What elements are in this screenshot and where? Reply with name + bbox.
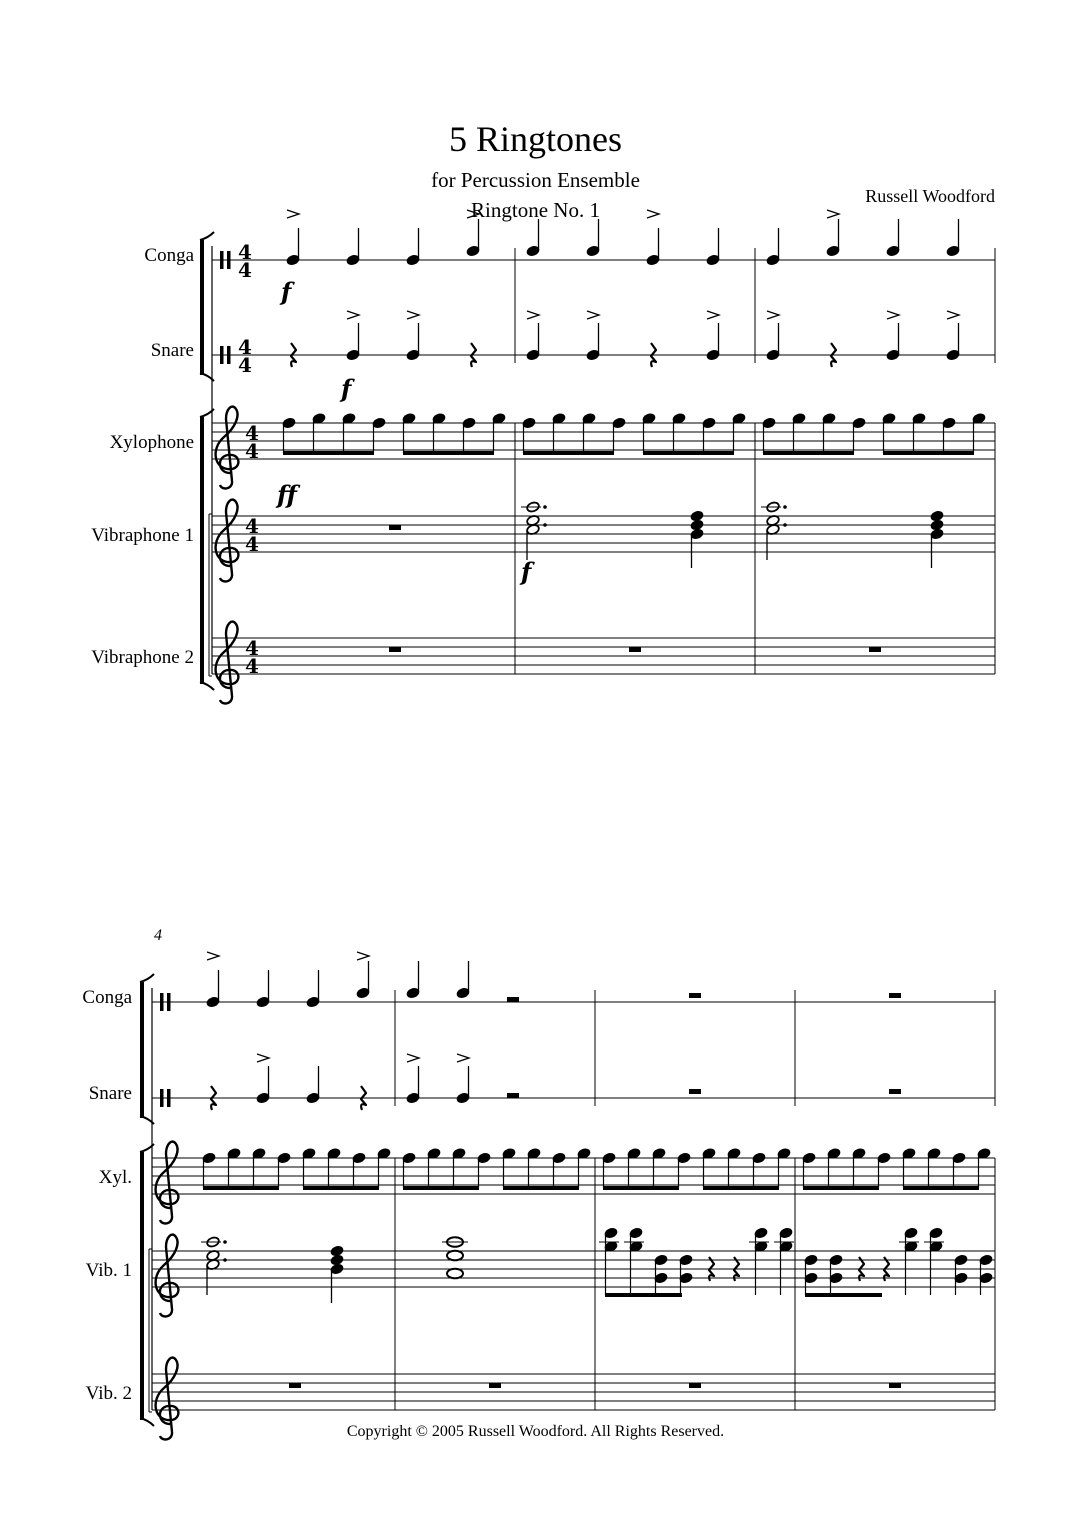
clef-bar — [160, 1089, 164, 1107]
measure-3 — [761, 210, 986, 652]
treble-clef-icon — [216, 500, 239, 582]
bracket — [140, 982, 144, 1118]
clef-bar — [220, 346, 224, 364]
conga-label: Conga — [82, 987, 132, 1008]
system-2 — [82, 927, 995, 1439]
clef-bar — [220, 251, 224, 269]
measure-2 — [521, 210, 746, 652]
accent-icon — [407, 311, 419, 319]
beam — [903, 1186, 979, 1190]
beam — [805, 1293, 882, 1297]
rest-icon — [869, 647, 881, 652]
vibraphone-1-label: Vib. 1 — [85, 1260, 132, 1281]
rest-icon — [389, 647, 401, 652]
beam — [803, 1186, 879, 1190]
rest-icon — [389, 525, 401, 530]
rest-icon — [489, 1383, 501, 1388]
rest-icon — [289, 1383, 301, 1388]
accent-icon — [407, 1054, 419, 1062]
composer: Russell Woodford — [865, 186, 995, 206]
rest-icon — [507, 1093, 519, 1098]
time-sig-numerator: 4 — [238, 240, 252, 264]
beam — [763, 451, 854, 455]
treble-clef-icon — [156, 1142, 179, 1224]
bracket — [140, 1152, 144, 1420]
accent-icon — [287, 210, 299, 218]
treble-clef-icon — [216, 407, 239, 489]
augmentation-dot — [223, 1258, 227, 1262]
rest-icon — [889, 1089, 901, 1094]
bracket-hook — [200, 232, 214, 240]
measure-5 — [402, 961, 591, 1388]
accent-icon — [947, 311, 959, 319]
subtitle: for Percussion Ensemble — [431, 168, 640, 192]
xylophone-label: Xylophone — [109, 432, 194, 453]
accent-icon — [707, 311, 719, 319]
measure-1 — [282, 210, 506, 652]
snare-label: Snare — [88, 1083, 132, 1104]
vibraphone-1-label: Vibraphone 1 — [91, 525, 194, 546]
accent-icon — [527, 311, 539, 319]
vibraphone-2-label: Vibraphone 2 — [91, 647, 194, 668]
beam — [403, 1186, 479, 1190]
xylophone-label: Xyl. — [98, 1167, 132, 1188]
measure-number: 4 — [154, 927, 162, 944]
beam — [303, 1186, 379, 1190]
accent-icon — [887, 311, 899, 319]
augmentation-dot — [223, 1240, 227, 1244]
rest-icon — [889, 1383, 901, 1388]
time-sig-denominator: 4 — [245, 439, 259, 463]
rest-icon — [689, 993, 701, 998]
augmentation-dot — [543, 505, 547, 509]
accent-icon — [257, 1054, 269, 1062]
time-sig-numerator: 4 — [245, 514, 259, 538]
time-sig-denominator: 4 — [238, 258, 252, 282]
piece-title: Ringtone No. 1 — [471, 198, 600, 222]
rest-icon — [689, 1089, 701, 1094]
time-sig-numerator: 4 — [245, 421, 259, 445]
snare-label: Snare — [150, 340, 194, 361]
time-signature — [245, 636, 259, 678]
measure-4 — [201, 952, 391, 1388]
page-title: 5 Ringtones — [448, 119, 622, 159]
beam — [643, 451, 734, 455]
time-sig-denominator: 4 — [238, 353, 252, 377]
clef-bar — [167, 1089, 171, 1107]
clef-bar — [160, 993, 164, 1011]
beam — [703, 1186, 779, 1190]
time-sig-denominator: 4 — [245, 654, 259, 678]
time-sig-numerator: 4 — [245, 636, 259, 660]
bracket — [200, 417, 204, 684]
measure-6 — [599, 993, 794, 1388]
rest-icon — [689, 1383, 701, 1388]
notehead — [447, 1251, 463, 1261]
augmentation-dot — [783, 523, 787, 527]
clef-bar — [167, 993, 171, 1011]
time-signature — [245, 421, 259, 463]
accent-icon — [767, 311, 779, 319]
accent-icon — [207, 952, 219, 960]
beam — [883, 451, 974, 455]
notehead — [447, 1269, 463, 1279]
rest-icon — [629, 647, 641, 652]
clef-bar — [227, 346, 231, 364]
augmentation-dot — [783, 505, 787, 509]
measure-7 — [802, 993, 993, 1388]
accent-icon — [457, 1054, 469, 1062]
accent-icon — [587, 311, 599, 319]
time-signature — [238, 335, 252, 377]
beam — [605, 1293, 682, 1297]
dynamic-vibraphone-1: f — [521, 557, 532, 586]
beam — [523, 451, 614, 455]
time-signature — [245, 514, 259, 556]
bracket — [200, 240, 204, 375]
accent-icon — [347, 311, 359, 319]
bracket-hook — [200, 682, 214, 690]
beam — [503, 1186, 579, 1190]
system-1 — [91, 210, 995, 703]
beam — [403, 451, 494, 455]
clef-bar — [227, 251, 231, 269]
bracket-hook — [140, 974, 154, 982]
rest-icon — [889, 993, 901, 998]
accent-icon — [467, 210, 479, 218]
dynamic-snare: f — [341, 374, 352, 403]
accent-icon — [357, 952, 369, 960]
augmentation-dot — [543, 523, 547, 527]
time-sig-numerator: 4 — [238, 335, 252, 359]
conga-label: Conga — [144, 245, 194, 266]
accent-icon — [647, 210, 659, 218]
time-sig-denominator: 4 — [245, 532, 259, 556]
treble-clef-icon — [216, 622, 239, 704]
dynamic-conga: f — [281, 277, 292, 306]
time-signature — [238, 240, 252, 282]
rest-icon — [507, 997, 519, 1002]
dynamic-xylophone: ff — [277, 480, 297, 509]
copyright: Copyright © 2005 Russell Woodford. All Rights Reserved. — [346, 1423, 725, 1440]
beam — [283, 451, 374, 455]
vibraphone-2-label: Vib. 2 — [85, 1383, 132, 1404]
beam — [203, 1186, 279, 1190]
treble-clef-icon — [156, 1235, 179, 1317]
accent-icon — [827, 210, 839, 218]
beam — [603, 1186, 679, 1190]
